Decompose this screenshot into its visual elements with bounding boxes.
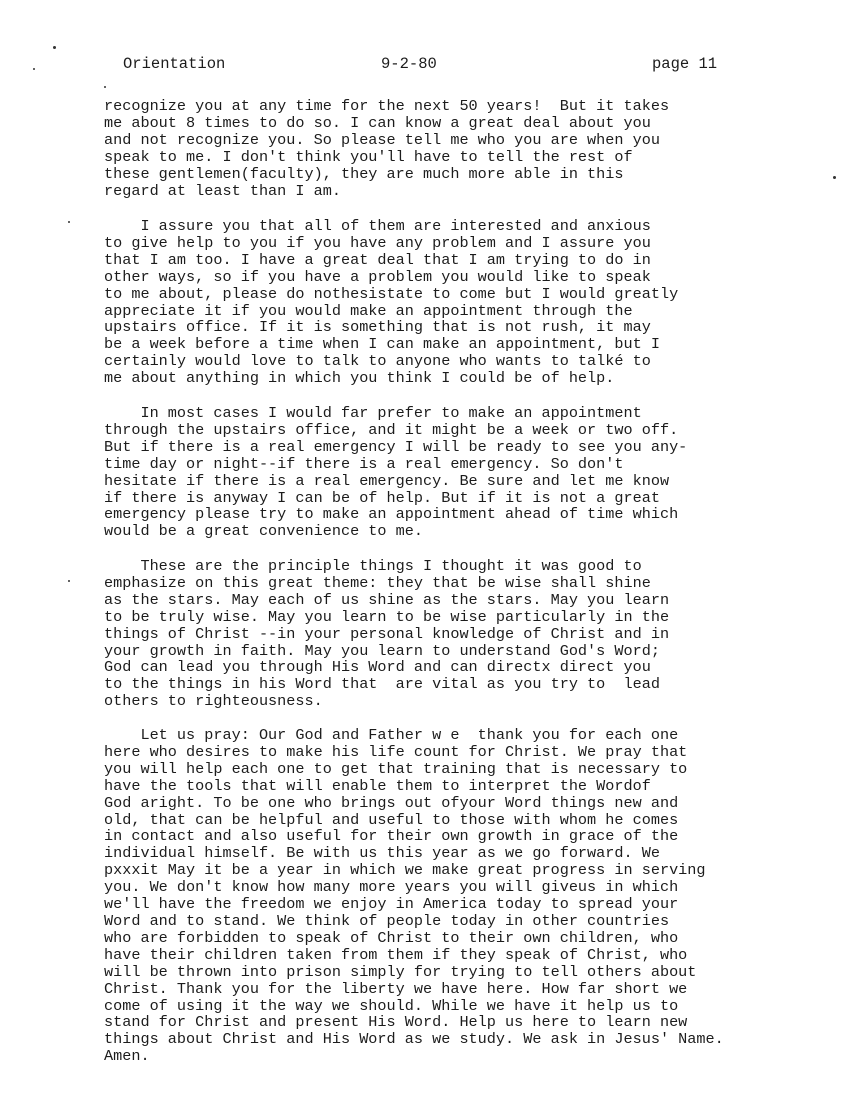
scan-speck [53,46,56,49]
scan-speck [833,176,836,179]
paragraph-5: Let us pray: Our God and Father w e thank you for each one here who desires to make his life count for Christ. We pray that you will help each one to get that training that is necessary to have the tools that will enable them to interpret the Wordof God aright. To be one who brings out ofyour Word things new and old, that can be helpful and useful to those with whom he comes in contact and also useful for their own growth in grace of the individual himself. Be with us this year as we go forward. We pxxxit May it be a year in which we make great progress in serving you. We don't know how many more years you will giveus in which we'll have the freedom we enjoy in America today to spread your Word and to stand. We think of people today in other countries who are forbidden to speak of Christ to their own children, who have their children taken from them if they speak of Christ, who will be thrown into prison simply for trying to tell others about Christ. Thank you for the liberty we have here. How far short we come of using it the way we should. While we have it help us to stand for Christ and present His Word. Help us here to learn new things about Christ and His Word as we study. We ask in Jesus' Name. Amen. [104,726,724,1066]
scan-speck [33,68,35,70]
header-date: 9-2-80 [381,55,437,73]
scan-speck [68,221,70,223]
header-page-number: page 11 [652,55,718,73]
scan-speck [68,580,70,582]
paragraph-1: recognize you at any time for the next 50 years! But it takes me about 8 times to do so. I can know a great deal about you and not recognize you. So please tell me who you are when you speak to me. I don't think you'll have to tell the rest of these gentlemen(faculty), they are much more able in this regard at least than I am. [104,97,670,200]
paragraph-3: In most cases I would far prefer to make an appointment through the upstairs office, and it might be a week or two off. But if there is a real emergency I will be ready to see you any- time day or night--if there is a real emergency. So don't hesitate if there is a real emergency. Be sure and let me know if there is anyway I can be of help. But if it is not a great emergency please try to make an appointment ahead of time which would be a great convenience to me. [104,404,688,541]
paragraph-4: These are the principle things I thought it was good to emphasize on this great theme: they that be wise shall shine as the stars. May each of us shine as the stars. May you learn to be truly wise. May you learn to be wise particularly in the things of Christ --in your personal knowledge of Christ and in your growth in faith. May you learn to understand God's Word; God can lead you through His Word and can directx direct you to the things in his Word that are vital as you try to lead others to righteousness. [104,557,670,711]
page-header [123,55,723,75]
header-title: Orientation [123,55,226,73]
paragraph-2: I assure you that all of them are interested and anxious to give help to you if you have any problem and I assure you that I am too. I have a great deal that I am trying to do in other ways, so if you have a problem you would like to speak to me about, please do nothesistate to come but I would greatly appreciate it if you would make an appointment through the upstairs office. If it is something that is not rush, it may be a week before a time when I can make an appointment, but I certainly would love to talk to anyone who wants to talké to me about anything in which you think I could be of help. [104,217,679,388]
scan-speck [104,86,106,88]
